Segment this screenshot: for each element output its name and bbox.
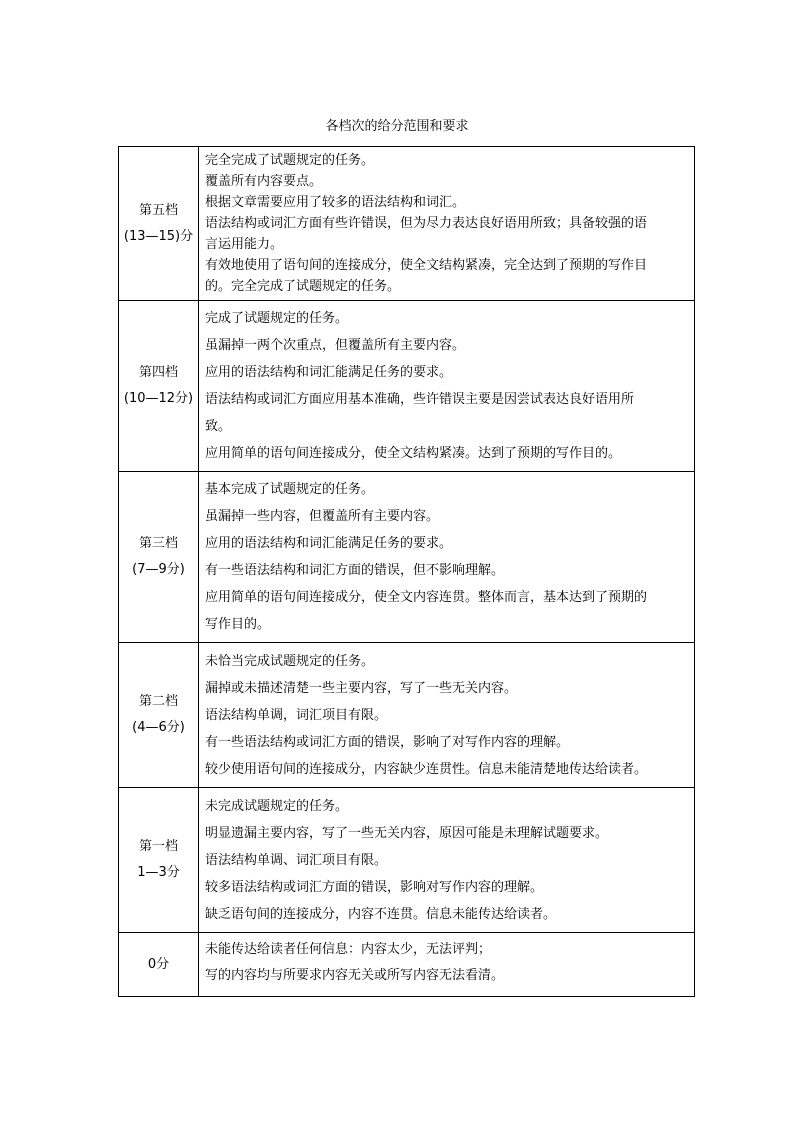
requirement-line: 虽漏掉一两个次重点，但覆盖所有主要内容。	[205, 338, 466, 353]
requirement-line: 未能传达给读者任何信息：内容太少，无法评判；	[205, 942, 492, 957]
requirement-line: 语法结构或词汇方面有些许错误，但为尽力表达良好语用所致；具备较强的语	[205, 216, 648, 231]
table-row	[119, 147, 695, 301]
level-range: (10—12分)	[123, 391, 194, 406]
requirement-line: 应用的语法结构和词汇能满足任务的要求。	[205, 365, 453, 380]
requirement-line: 语法结构单调、词汇项目有限。	[205, 852, 388, 868]
requirement-line: 有一些语法结构和词汇方面的错误，但不影响理解。	[205, 563, 505, 578]
level-name: 第一档	[138, 839, 178, 854]
requirement-cell	[199, 472, 695, 643]
level-range: 1—3分	[137, 865, 180, 880]
requirement-line: 覆盖所有内容要点。	[205, 174, 323, 189]
requirement-line: 写作目的。	[205, 617, 271, 632]
table-row	[119, 643, 695, 788]
requirement-cell	[199, 933, 695, 997]
level-name: 0分	[147, 956, 170, 972]
requirement-line: 完全完成了试题规定的任务。	[205, 153, 375, 168]
requirement-cell	[199, 643, 695, 788]
requirement-cell	[199, 788, 695, 933]
level-range: (13—15)分	[123, 228, 194, 244]
requirement-line: 完成了试题规定的任务。	[205, 311, 349, 326]
table-row	[119, 933, 695, 997]
level-name: 第四档	[138, 365, 178, 380]
requirement-line: 漏掉或未描述清楚一些主要内容，写了一些无关内容。	[205, 680, 518, 696]
requirement-line: 根据文章需要应用了较多的语法结构和词汇。	[205, 195, 466, 210]
level-range: (7—9分)	[132, 562, 185, 577]
requirement-line: 有一些语法结构或词汇方面的错误，影响了对写作内容的理解。	[205, 734, 570, 750]
requirement-line: 缺乏语句间的连接成分，内容不连贯。信息未能传达给读者。	[205, 906, 557, 922]
requirement-line: 未完成试题规定的任务。	[205, 798, 349, 814]
level-cell	[119, 147, 199, 301]
requirement-line: 明显遗漏主要内容，写了一些无关内容，原因可能是未理解试题要求。	[205, 825, 609, 841]
level-cell	[119, 643, 199, 788]
table-row	[119, 788, 695, 933]
page-title: 各档次的给分范围和要求	[325, 119, 469, 134]
requirement-line: 语法结构或词汇方面应用基本准确，些许错误主要是因尝试表达良好语用所	[205, 392, 635, 407]
requirement-line: 基本完成了试题规定的任务。	[205, 482, 375, 497]
table-row	[119, 472, 695, 643]
requirement-line: 应用简单的语句间连接成分，使全文内容连贯。整体而言，基本达到了预期的	[205, 590, 648, 605]
requirement-line: 未恰当完成试题规定的任务。	[205, 653, 375, 669]
requirement-line: 致。	[205, 419, 232, 434]
rubric-table	[118, 146, 695, 997]
requirement-line: 较少使用语句间的连接成分，内容缺少连贯性。信息未能清楚地传达给读者。	[205, 761, 648, 777]
level-name: 第三档	[138, 536, 178, 551]
requirement-line: 写的内容均与所要求内容无关或所写内容无法看清。	[205, 968, 505, 983]
requirement-cell	[199, 301, 695, 472]
requirement-line: 应用的语法结构和词汇能满足任务的要求。	[205, 536, 453, 551]
requirement-line: 较多语法结构或词汇方面的错误，影响对写作内容的理解。	[205, 879, 544, 895]
level-range: (4—6分)	[132, 720, 185, 735]
requirement-line: 的。完全完成了试题规定的任务。	[205, 279, 401, 294]
requirement-line: 有效地使用了语句间的连接成分，使全文结构紧凑，完全达到了预期的写作目	[205, 258, 648, 273]
requirement-line: 虽漏掉一些内容，但覆盖所有主要内容。	[205, 509, 440, 524]
level-cell	[119, 788, 199, 933]
level-name: 第二档	[138, 694, 178, 709]
requirement-line: 语法结构单调，词汇项目有限。	[205, 707, 388, 723]
level-cell	[119, 472, 199, 643]
requirement-cell	[199, 147, 695, 301]
requirement-line: 应用简单的语句间连接成分，使全文结构紧凑。达到了预期的写作目的。	[205, 446, 622, 461]
level-name: 第五档	[138, 202, 178, 218]
requirement-line: 言运用能力。	[205, 237, 284, 252]
level-cell	[119, 933, 199, 997]
level-cell	[119, 301, 199, 472]
table-row	[119, 301, 695, 472]
